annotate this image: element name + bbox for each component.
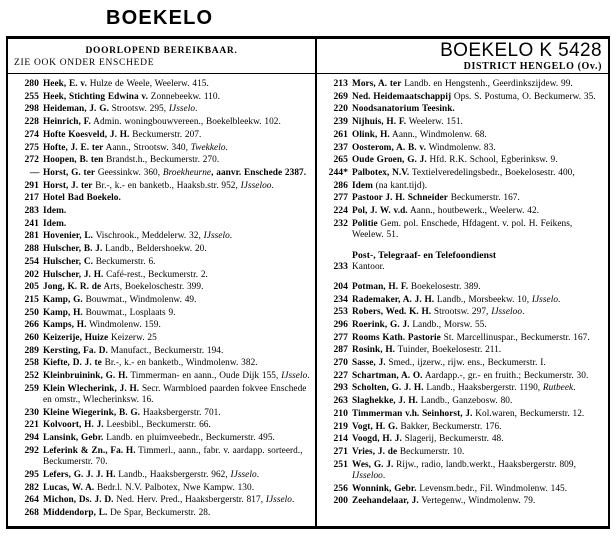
entry-number: 272 <box>24 154 39 166</box>
entry-number: 268 <box>24 506 39 518</box>
entry-number: 254 <box>24 255 39 267</box>
entry-details: Aann., Windmolenw. 68. <box>389 129 487 140</box>
directory-entry <box>13 230 310 242</box>
entry-locality: Broekheurne <box>162 167 212 178</box>
entry-details: Aardapp.-, gr.- en fruith.; Beckumerstr. 30. <box>422 370 589 381</box>
page-title: BOEKELO <box>106 6 214 29</box>
directory-entry <box>322 306 603 318</box>
entry-details-tail: , aanvr. Enschede 2387. <box>211 167 307 178</box>
entry-details: Brandst.h., Beckumerstr. 270. <box>103 155 220 166</box>
entry-name: Kamp, G. <box>43 294 83 305</box>
entry-name: Ned. Heidemaatschappij <box>352 91 452 102</box>
directory-entry <box>322 495 603 507</box>
directory-entry <box>322 154 603 166</box>
entry-details: Café-rest., Beckumerstr. 2. <box>103 269 208 280</box>
entry-name: Lefers, G. J. J. H. <box>43 469 116 480</box>
entry-number: 233 <box>333 261 348 273</box>
directory-entry <box>13 256 310 268</box>
entry-details: Gem. pol. Enschede, Hfdagent. v. pol. H. Feikens, Weelew. 51. <box>352 218 573 240</box>
entry-details: Br.-, k.- en banketb., Windmolenw. 382. <box>101 358 258 369</box>
entry-number: 295 <box>24 468 39 480</box>
right-column <box>317 74 608 526</box>
directory-entry <box>13 91 310 103</box>
entry-details-tail: . <box>256 469 260 480</box>
entry-number: 256 <box>333 482 348 494</box>
entry-number: 294 <box>24 432 39 444</box>
right-entry-list-top <box>322 78 603 241</box>
entry-name: Rooms Kath. Pastorie <box>352 332 441 343</box>
entry-number: 244* <box>328 166 348 178</box>
entry-details: Haaksbergerstr. 701. <box>140 407 221 418</box>
directory-entry <box>13 78 310 90</box>
entry-number: 258 <box>24 357 39 369</box>
entry-name: Sasse, J. <box>352 358 386 369</box>
entry-name: Klein Wlecherink, J. H. <box>43 383 140 394</box>
entry-details: De Spar, Beckumerstr. 28. <box>107 507 211 518</box>
directory-entry <box>13 192 310 204</box>
entry-number: 286 <box>333 179 348 191</box>
entry-number: 237 <box>333 141 348 153</box>
entry-name: Middendorp, L. <box>43 507 108 518</box>
entry-details: Timmerman- en aann., Oude Dijk 155, <box>127 371 282 382</box>
entry-name: Idem <box>352 180 373 191</box>
entry-details: Bakker, Beckumerstr. 176. <box>397 421 502 432</box>
entry-details: Slagerij, Beckumerstr. 48. <box>401 434 504 445</box>
directory-entry <box>13 494 310 506</box>
entry-name: Oude Groen, G. J. <box>352 155 427 166</box>
entry-name: Lansink, Gebr. <box>43 433 104 444</box>
directory-entry <box>13 218 310 230</box>
entry-number: 259 <box>24 382 39 394</box>
entry-details: Bouwmat., Losplaats 9. <box>82 307 176 318</box>
entry-name: Hulscher, B. J. <box>43 244 103 255</box>
entry-locality: IJsseloo <box>352 470 383 481</box>
entry-number: 220 <box>333 103 348 115</box>
entry-number: 241 <box>24 217 39 229</box>
body-band <box>6 74 610 526</box>
entry-number: 270 <box>333 357 348 369</box>
entry-number: 296 <box>333 318 348 330</box>
directory-entry <box>13 507 310 519</box>
directory-entry <box>322 344 603 356</box>
entry-details: Leesbibl., Beckumerstr. 66. <box>103 420 211 431</box>
entry-name: Hulscher, C. <box>43 256 93 267</box>
directory-entry <box>322 408 603 420</box>
directory-entry <box>322 78 603 90</box>
header-right-cell <box>317 39 608 73</box>
header-crossref-note: ZIE OOK ONDER ENSCHEDE <box>14 58 155 68</box>
entry-details: Landb., Beldershoekw. 20. <box>102 244 207 255</box>
entry-details: Hulze de Weele, Weelerw. 415. <box>86 79 209 89</box>
entry-name: Lucas, W. A. <box>43 482 95 493</box>
entry-number: 227 <box>333 369 348 381</box>
entry-number: 213 <box>333 78 348 89</box>
entry-details: Landb., Morsw. 55. <box>409 319 487 330</box>
entry-details: Boekelosestr. 389. <box>408 281 481 292</box>
left-column <box>8 74 317 526</box>
entry-details: Beckumerstr. 10. <box>397 446 465 457</box>
directory-entry <box>322 446 603 458</box>
entry-number: 263 <box>333 395 348 407</box>
directory-entry <box>322 294 603 306</box>
entry-number: 251 <box>333 458 348 470</box>
entry-name: Hotel Bad Boekelo. <box>43 193 121 204</box>
directory-entry <box>13 243 310 255</box>
entry-details-tail: . <box>522 307 525 318</box>
directory-entry <box>13 180 310 192</box>
entry-details: Levensm.bedr., Fil. Windmolenw. 145. <box>416 483 568 494</box>
entry-name: Kleinbruinink, G. H. <box>43 371 128 382</box>
entry-details-tail: . <box>292 495 295 506</box>
directory-entry <box>13 167 310 179</box>
entry-number: 293 <box>333 382 348 394</box>
entry-details: Textielveredelingsbedr., Boekelosestr. 400, <box>409 167 575 178</box>
entry-details-tail: . <box>573 383 576 394</box>
entry-name: Nijhuis, H. F. <box>352 117 407 128</box>
entry-details: Strootsw. 295, <box>108 104 169 115</box>
entry-name: Kolvoort, H. J. <box>43 420 104 431</box>
entry-name: Robers, Wed. K. H. <box>352 307 432 318</box>
entry-details: Kantoor. <box>352 262 385 273</box>
entry-name: Wes, G. J. <box>352 459 394 470</box>
entry-details: Aann., houtbewerk., Weelerw. 42. <box>407 206 540 217</box>
entry-name: Oosterom, A. B. v. <box>352 142 426 153</box>
district-label: DISTRICT HENGELO (Ov.) <box>463 61 602 73</box>
directory-entry <box>13 345 310 357</box>
entry-name: Heek, Stichting Edwina v. <box>43 91 148 102</box>
directory-entry <box>13 319 310 331</box>
entry-number: 275 <box>24 141 39 153</box>
entry-details: Beckumerstr. 6. <box>93 256 156 267</box>
entry-details: Landb., Haaksbergerstr. 1190, <box>423 383 543 394</box>
directory-entry <box>322 261 603 273</box>
directory-entry <box>322 357 603 369</box>
entry-name: Slaghekke, J. H. <box>352 396 418 407</box>
directory-entry <box>322 129 603 141</box>
entry-name: Heinrich, F. <box>43 117 91 128</box>
entry-number: 277 <box>333 331 348 343</box>
entry-name: Scholten, G. J. H. <box>352 383 424 394</box>
entry-name: Hulscher, J. H. <box>43 269 104 280</box>
entry-number: 228 <box>24 116 39 128</box>
entry-number: 253 <box>333 306 348 318</box>
entry-number: 264 <box>24 494 39 506</box>
entry-number: 221 <box>24 419 39 431</box>
entry-number: 252 <box>24 370 39 382</box>
directory-entry <box>13 432 310 444</box>
entry-number: 200 <box>333 495 348 507</box>
entry-number: 234 <box>333 293 348 305</box>
entry-details: St. Marcellinuspar., Beckumerstr. 167. <box>440 332 590 343</box>
masthead <box>6 0 610 36</box>
header-availability-note: DOORLOPEND BEREIKBAAR. <box>85 46 238 56</box>
entry-details: Keizerw. 25 <box>108 333 157 344</box>
entry-details: Beckumerstr. 167. <box>447 193 520 204</box>
entry-details: Weelerw. 151. <box>406 117 463 128</box>
entry-locality: IJsselo <box>230 469 257 480</box>
entry-number: 210 <box>333 407 348 419</box>
header-left-cell <box>8 39 317 73</box>
entry-details-tail: . <box>195 104 198 115</box>
entry-details: Landb. en pluimveebedr., Beckumerstr. 495. <box>103 433 275 444</box>
exchange-code: BOEKELO K 5428 <box>440 39 602 61</box>
entry-number: 250 <box>24 306 39 318</box>
entry-details: Landb., Haaksbergerstr. 962, <box>115 469 231 480</box>
entry-name: Horst, J. ter <box>43 180 93 191</box>
entry-locality: IJsselo <box>531 294 559 305</box>
section-spacer <box>322 274 603 281</box>
entry-number: 280 <box>24 78 39 89</box>
entry-name: Leferink & Zn., Fa. H. <box>43 445 136 456</box>
entry-number: 239 <box>333 116 348 128</box>
entry-name: Timmerman v.h. Seinhorst, J. <box>352 408 473 419</box>
entry-details-tail: . <box>558 294 561 305</box>
entry-details: Hfd. R.K. School, Egberinksw. 9. <box>426 155 558 166</box>
entry-locality: IJsselo <box>281 371 308 382</box>
entry-details: Smed., ijzerw., rijw. ens., Beckumerstr. I. <box>385 358 546 369</box>
entry-number: 261 <box>333 128 348 140</box>
directory-entry <box>322 167 603 179</box>
entry-details: Aann., Strootsw. 340, <box>103 142 191 153</box>
entry-number: 205 <box>24 281 39 293</box>
entry-details: Landb., Ganzebosw. 80. <box>417 396 513 407</box>
entry-details: Zonnebeekw. 110. <box>148 91 220 102</box>
entry-name: Palbotex, N.V. <box>352 167 410 178</box>
directory-entry <box>322 218 603 241</box>
entry-locality: IJsseloo <box>240 180 272 191</box>
entry-number: 266 <box>24 319 39 331</box>
entry-number: 255 <box>24 90 39 102</box>
entry-name: Kamp, H. <box>43 307 83 318</box>
entry-number: 202 <box>24 268 39 280</box>
directory-entry <box>13 383 310 406</box>
entry-details: Landb., Morsbeekw. 10, <box>434 294 532 305</box>
entry-details-tail: . <box>229 231 233 242</box>
entry-number: — <box>29 166 39 178</box>
directory-entry <box>322 370 603 382</box>
directory-entry <box>322 421 603 433</box>
entry-locality: IJsselo <box>168 104 196 115</box>
entry-name: Noodsanatorium Teesink. <box>352 104 455 115</box>
left-entry-list <box>13 78 310 519</box>
directory-entry <box>322 332 603 344</box>
entry-locality: IJsseloo <box>491 307 523 318</box>
right-entry-list-bottom <box>322 281 603 508</box>
entry-number: 260 <box>24 332 39 344</box>
bottom-rule <box>6 526 610 529</box>
entry-details: Windmolenw. 83. <box>425 142 496 153</box>
directory-entry <box>13 469 310 481</box>
directory-entry <box>322 103 603 115</box>
entry-name: Voogd, H. J. <box>352 434 402 445</box>
directory-entry <box>13 294 310 306</box>
directory-entry <box>13 332 310 344</box>
entry-number: 281 <box>24 230 39 242</box>
entry-details: Vischrook., Meddelerw. 32, <box>92 231 204 242</box>
entry-name: Idem. <box>43 206 67 217</box>
entry-name: Heek, E. v. <box>43 79 87 89</box>
entry-number: 265 <box>333 154 348 166</box>
entry-number: 232 <box>333 217 348 229</box>
entry-details: Windmolenw. 159. <box>86 320 161 331</box>
directory-entry <box>322 319 603 331</box>
entry-number: 215 <box>24 293 39 305</box>
directory-entry <box>322 382 603 394</box>
entry-name: Kiefte, D. J. te <box>43 358 102 369</box>
entry-number: 283 <box>24 205 39 217</box>
entry-details: Rijw., radio, landb.werkt., Haaksbergerstr. 809, <box>393 459 576 470</box>
entry-name: Hoopen, B. ten <box>43 155 104 166</box>
entry-name: Politie <box>352 218 378 229</box>
entry-details-tail: . <box>271 180 274 191</box>
section-entry-list <box>322 261 603 273</box>
header-band <box>6 39 610 73</box>
entry-number: 217 <box>24 192 39 204</box>
entry-locality: IJsselo <box>265 495 293 506</box>
directory-entry <box>322 180 603 192</box>
entry-details: Kol.waren, Beckumerstr. 12. <box>472 408 585 419</box>
entry-number: 204 <box>333 280 348 292</box>
entry-number: 292 <box>24 444 39 456</box>
directory-entry <box>322 459 603 482</box>
entry-details: (na kant.tijd). <box>372 180 428 191</box>
directory-entry <box>13 357 310 369</box>
entry-details: Admin. woningbouwvereen., Boekelbleekw. 102. <box>90 117 281 128</box>
entry-name: Kamps, H. <box>43 320 87 331</box>
entry-name: Vries, J. de <box>352 446 398 457</box>
entry-details: Arts, Boekeloschestr. 399. <box>101 282 204 293</box>
entry-name: Horst, G. ter <box>43 167 96 178</box>
entry-name: Heideman, J. G. <box>43 104 109 115</box>
entry-name: Rademaker, A. J. H. <box>352 294 435 305</box>
entry-name: Michon, Ds. J. D. <box>43 495 114 506</box>
entry-name: Vogt, H. G. <box>352 421 398 432</box>
directory-entry <box>13 370 310 382</box>
entry-details-tail: . <box>307 371 310 382</box>
entry-number: 277 <box>333 192 348 204</box>
entry-details-tail: . <box>225 142 228 153</box>
directory-entry <box>322 192 603 204</box>
directory-entry <box>322 116 603 128</box>
entry-details: Br.-, k.- en banketb., Haaksb.str. 952, <box>92 180 241 191</box>
entry-details: Strootsw. 297, <box>431 307 492 318</box>
entry-details: Landb. en Hengstenh., Geerdinkszijdew. 99. <box>401 79 573 89</box>
directory-entry <box>322 142 603 154</box>
entry-name: Rosink, H. <box>352 345 396 356</box>
directory-entry <box>13 154 310 166</box>
entry-number: 288 <box>24 243 39 255</box>
entry-details: Ned. Herv. Pred., Haaksbergerstr. 817, <box>113 495 266 506</box>
entry-number: 214 <box>333 433 348 445</box>
entry-name: Hovenier, L. <box>43 231 93 242</box>
directory-entry <box>13 129 310 141</box>
directory-entry <box>13 307 310 319</box>
section-heading-post-telegraaf: Post-, Telegraaf- en Telefoondienst <box>352 250 497 262</box>
entry-name: Potman, H. F. <box>352 281 409 292</box>
entry-name: Roerink, G. J. <box>352 319 410 330</box>
directory-entry <box>322 483 603 495</box>
entry-name: Olink, H. <box>352 129 390 140</box>
entry-name: Hofte Koesveld, J. H. <box>43 129 130 140</box>
entry-name: Pastoor J. H. Schneider <box>352 193 448 204</box>
entry-number: 291 <box>24 179 39 191</box>
entry-name: Mors, A. ter <box>352 79 402 89</box>
entry-number: 269 <box>333 90 348 102</box>
directory-entry <box>13 269 310 281</box>
entry-name: Kersting, Fa. D. <box>43 345 108 356</box>
entry-name: Zeehandelaar, J. <box>352 496 419 507</box>
entry-name: Jong, K. R. de <box>43 282 102 293</box>
directory-entry <box>13 445 310 468</box>
entry-details: Bedr.l. N.V. Palbotex, Nwe Kampw. 130. <box>94 482 255 493</box>
entry-details: Manufact., Beckumerstr. 194. <box>107 345 224 356</box>
entry-name: Kleine Wiegerink, B. G. <box>43 407 141 418</box>
entry-details: Geessinkw. 360, <box>95 167 163 178</box>
directory-entry <box>322 433 603 445</box>
entry-details: Timmerl., aann., fabr. v. aardapp. sorteerd., Beckumerstr. 70. <box>43 445 303 468</box>
entry-number: 271 <box>333 445 348 457</box>
entry-locality: Rutbeek <box>542 383 574 394</box>
entry-name: Idem. <box>43 218 67 229</box>
directory-entry <box>13 407 310 419</box>
directory-entry <box>322 205 603 217</box>
entry-name: Wonnink, Gebr. <box>352 483 417 494</box>
directory-entry <box>13 205 310 217</box>
entry-number: 289 <box>24 344 39 356</box>
entry-name: Pol, J. W. v.d. <box>352 206 408 217</box>
entry-details: Bouwmat., Windmolenw. 49. <box>82 294 197 305</box>
directory-entry <box>322 395 603 407</box>
entry-details: Tuinder, Boekelosestr. 211. <box>395 345 502 356</box>
entry-name: Keizerije, Huize <box>43 333 109 344</box>
entry-name: Schartman, A. O. <box>352 370 423 381</box>
directory-entry <box>13 142 310 154</box>
directory-entry <box>13 419 310 431</box>
entry-number: 282 <box>24 481 39 493</box>
entry-details: Beckumerstr. 207. <box>129 129 202 140</box>
directory-entry <box>13 116 310 128</box>
entry-locality: Twekkelo <box>190 142 226 153</box>
entry-number: 274 <box>24 128 39 140</box>
entry-number: 287 <box>333 344 348 356</box>
directory-entry <box>322 281 603 293</box>
directory-entry <box>13 103 310 115</box>
entry-number: 230 <box>24 406 39 418</box>
entry-details: Vertegenw., Windmolenw. 79. <box>418 496 536 507</box>
entry-details: Secr. Warmbloed paarden fokvee Enschede en omstr., Wlecherinksw. 16. <box>43 383 307 406</box>
entry-number: 298 <box>24 103 39 115</box>
entry-number: 219 <box>333 420 348 432</box>
directory-entry <box>13 281 310 293</box>
directory-entry <box>322 91 603 103</box>
entry-name: Hofte, J. E. ter <box>43 142 104 153</box>
entry-number: 224 <box>333 205 348 217</box>
entry-locality: IJsselo <box>203 231 230 242</box>
directory-entry <box>13 482 310 494</box>
entry-details: Ops. S. Postuma, O. Beckumerw. 35. <box>451 91 596 102</box>
entry-details-tail: . <box>382 470 386 481</box>
